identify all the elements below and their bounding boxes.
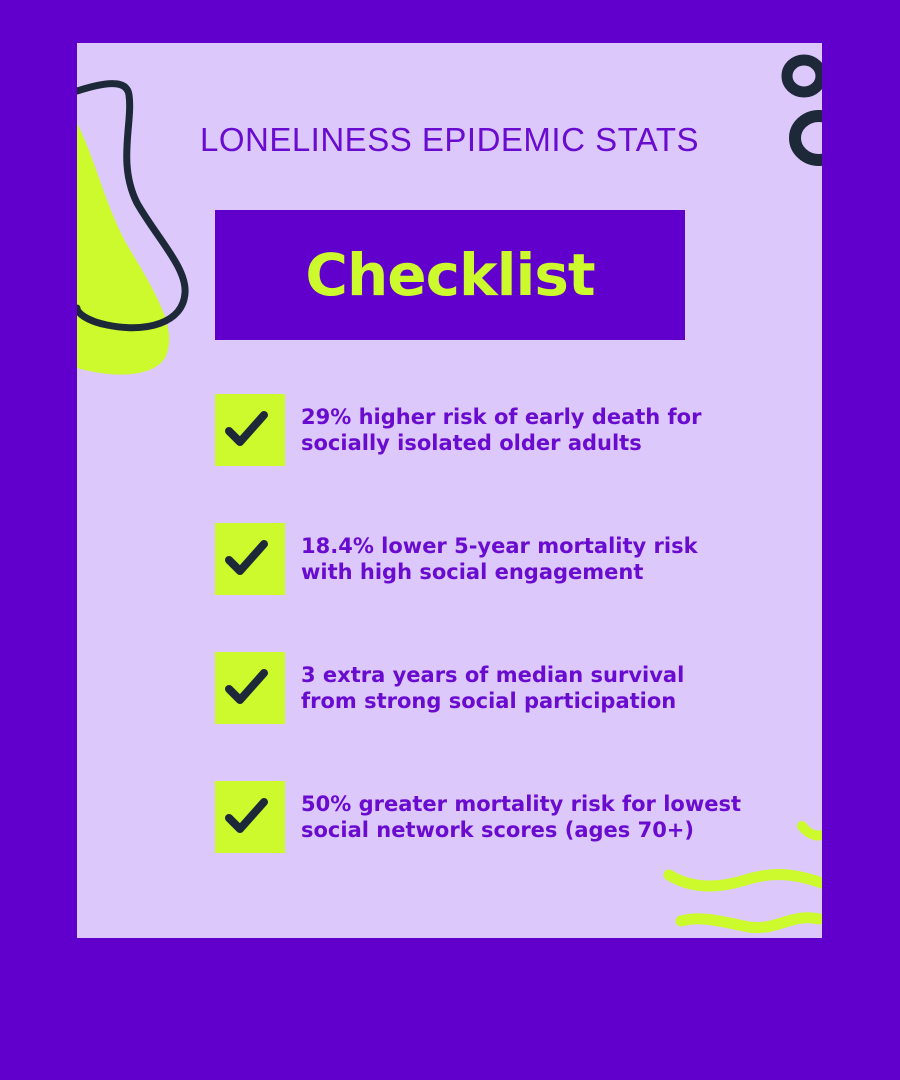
item-line-1: 3 extra years of median survival: [301, 663, 685, 687]
checklist-item-text: [301, 791, 751, 843]
checklist-item-text: [301, 533, 751, 585]
title-banner: [215, 210, 685, 340]
item-line-1: 50% greater mortality risk for lowest: [301, 792, 742, 816]
page-title: Checklist: [305, 241, 595, 309]
item-line-1: 29% higher risk of early death for: [301, 405, 702, 429]
item-line-2: social network scores (ages 70+): [301, 818, 695, 842]
check-icon: [215, 652, 285, 724]
checkbox: [215, 781, 285, 853]
squiggle-shape-small: [802, 826, 822, 836]
squiggle-shape-large: [669, 875, 822, 886]
squiggle-shape-lower: [681, 918, 819, 928]
check-icon: [215, 781, 285, 853]
checklist-item-text: [301, 404, 751, 456]
item-line-1: 18.4% lower 5-year mortality risk: [301, 534, 698, 558]
checkbox: [215, 652, 285, 724]
item-line-2: from strong social participation: [301, 689, 677, 713]
lime-blob-shape: [77, 123, 169, 375]
page-subtitle: LONELINESS EPIDEMIC STATS: [199, 121, 700, 158]
checklist-item: [215, 652, 755, 724]
check-icon: [215, 394, 285, 466]
ring-shape-top: [787, 60, 821, 92]
item-line-2: with high social engagement: [301, 560, 644, 584]
checklist-item: [215, 523, 755, 595]
checklist-card: [77, 43, 822, 938]
checkbox: [215, 394, 285, 466]
item-line-2: socially isolated older adults: [301, 431, 642, 455]
checkbox: [215, 523, 285, 595]
checklist-item: [215, 394, 755, 466]
checklist-item-text: [301, 662, 751, 714]
check-icon: [215, 523, 285, 595]
checklist-item: [215, 781, 755, 853]
